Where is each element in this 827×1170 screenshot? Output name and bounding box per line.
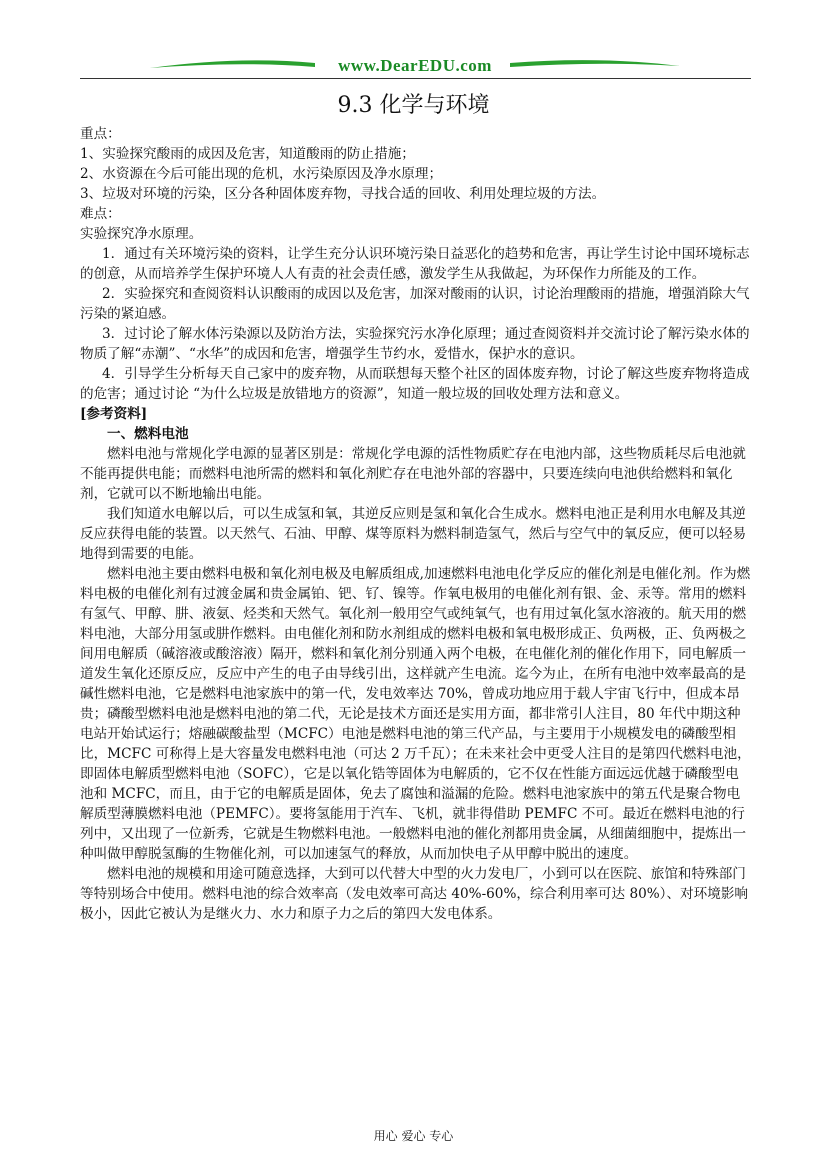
key-point-item: 1、实验探究酸雨的成因及危害，知道酸雨的防止措施； [80,146,415,162]
body-paragraph: 燃料电池与常规化学电源的显著区别是：常规化学电源的活性物质贮存在电池内部，这些物质耗尽后电池就不能再提供电能；而燃料电池所需的燃料和氧化剂贮存在电池外部的容器中，只要连续向电池供给燃料和氧化剂，它就可以不断地输出电能。 [80,446,746,502]
page-footer: 用心 爱心 专心 [373,1129,454,1143]
goal-paragraph: 4．引导学生分析每天自己家中的废弃物，从而联想每天整个社区的固体废弃物，讨论了解这些废弃物将造成的危害；通过讨论 “为什么垃圾是放错地方的资源”，知道一般垃圾的回收处理方法和意义。 [80,366,750,402]
key-point-item: 3、垃圾对环境的污染，区分各种固体废弃物，寻找合适的回收、利用处理垃圾的方法。 [80,186,606,202]
goal-paragraph: 1．通过有关环境污染的资料，让学生充分认识环境污染日益恶化的趋势和危害，再让学生讨论中国环境标志的创意，从而培养学生保护环境人人有责的社会责任感，激发学生从我做起，为环保作力所能及的工作。 [80,246,750,282]
document-body [80,124,752,924]
key-point-item: 2、水资源在今后可能出现的危机，水污染原因及净水原理； [80,166,443,182]
key-points-label: 重点： [80,126,121,142]
page-title: 9.3 化学与环境 [337,93,490,118]
goal-paragraph: 2．实验探究和查阅资料认识酸雨的成因以及危害，加深对酸雨的认识，讨论治理酸雨的措施，增强消除大气污染的紧迫感。 [80,286,750,322]
reference-heading: [参考资料] [80,406,148,422]
site-header [80,52,750,80]
body-paragraph: 我们知道水电解以后，可以生成氢和氧，其逆反应则是氢和氧化合生成水。燃料电池正是利用水电解及其逆反应获得电能的装置。以天然气、石油、甲醇、煤等原料为燃料制造氢气，然后与空气中的氧反应，便可以轻易地得到需要的电能。 [80,506,747,562]
body-paragraph: 燃料电池主要由燃料电极和氧化剂电极及电解质组成,加速燃料电池电化学反应的催化剂是电催化剂。作为燃料电极的电催化剂有过渡金属和贵金属铂、钯、钌、镍等。作氧电极用的电催化剂有银、金、汞等。常用的燃料有氢气、甲醇、肼、液氨、烃类和天然气。氧化剂一般用空气或纯氧气，也有用过氧化氢水溶液的。航天用的燃料电池，大部分用氢或肼作燃料。由电催化剂和防水剂组成的燃料电极和氧电极形成正、负两极，正、负两极之间用电解质（碱溶液或酸溶液）隔开，燃料和氧化剂分别通入两个电极，在电催化剂的催化作用下，同电解质一道发生氧化还原反应，反应中产生的电子由导线引出，这样就产生电流。迄今为止，在所有电池中效率最高的是碱性燃料电池，它是燃料电池家族中的第一代，发电效率达 70%，曾成功地应用于载人宇宙飞行中，但成本昂贵；磷酸型燃料电池是燃料电池的第二代，无论是技术方面还是实用方面，都非常引人注目，80 年代中期这种电站开始试运行；熔融碳酸盐型（MCFC）电池是燃料电池的第三代产品，与主要用于小规模发电的磷酸型相比，MCFC 可称得上是大容量发电燃料电池（可达 2 万千瓦）；在未来社会中更受人注目的是第四代燃料电池，即固体电解质型燃料电池（SOFC），它是以氧化锆等固体为电解质的，它不仅在性能方面远远优越于磷酸型电池和 MCFC，而且，由于它的电解质是固体，免去了腐蚀和溢漏的危险。燃料电池家族中的第五代是聚合物电解质型薄膜燃料电池（PEMFC）。要将氢能用于汽车、飞机，就非得借助 PEMFC 不可。最近在燃料电池的行列中，又出现了一位新秀，它就是生物燃料电池。一般燃料电池的催化剂都用贵金属，从细菌细胞中，提炼出一种叫做甲醇脱氢酶的生物催化剂，可以加速氢气的释放，从而加快电子从甲醇中脱出的速度。 [80,566,751,862]
difficulty-label: 难点： [80,206,121,222]
difficulty-text: 实验探究净水原理。 [80,226,203,242]
section-heading: 一、燃料电池 [107,426,189,442]
site-logo[interactable]: www.DearEDU.com [338,56,492,75]
body-paragraph: 燃料电池的规模和用途可随意选择，大到可以代替大中型的火力发电厂，小到可以在医院、旅馆和特殊部门等特别场合中使用。燃料电池的综合效率高（发电效率可高达 40%-60%，综合利用率可达 80%）、对环境影响极小，因此它被认为是继火力、水力和原子力之后的第四大发电体系。 [80,866,749,922]
goal-paragraph: 3．过讨论了解水体污染源以及防治方法，实验探究污水净化原理；通过查阅资料并交流讨论了解污染水体的物质了解“赤潮”、“水华”的成因和危害，增强学生节约水，爱惜水，保护水的意识。 [80,326,750,362]
header-rule [80,78,751,79]
